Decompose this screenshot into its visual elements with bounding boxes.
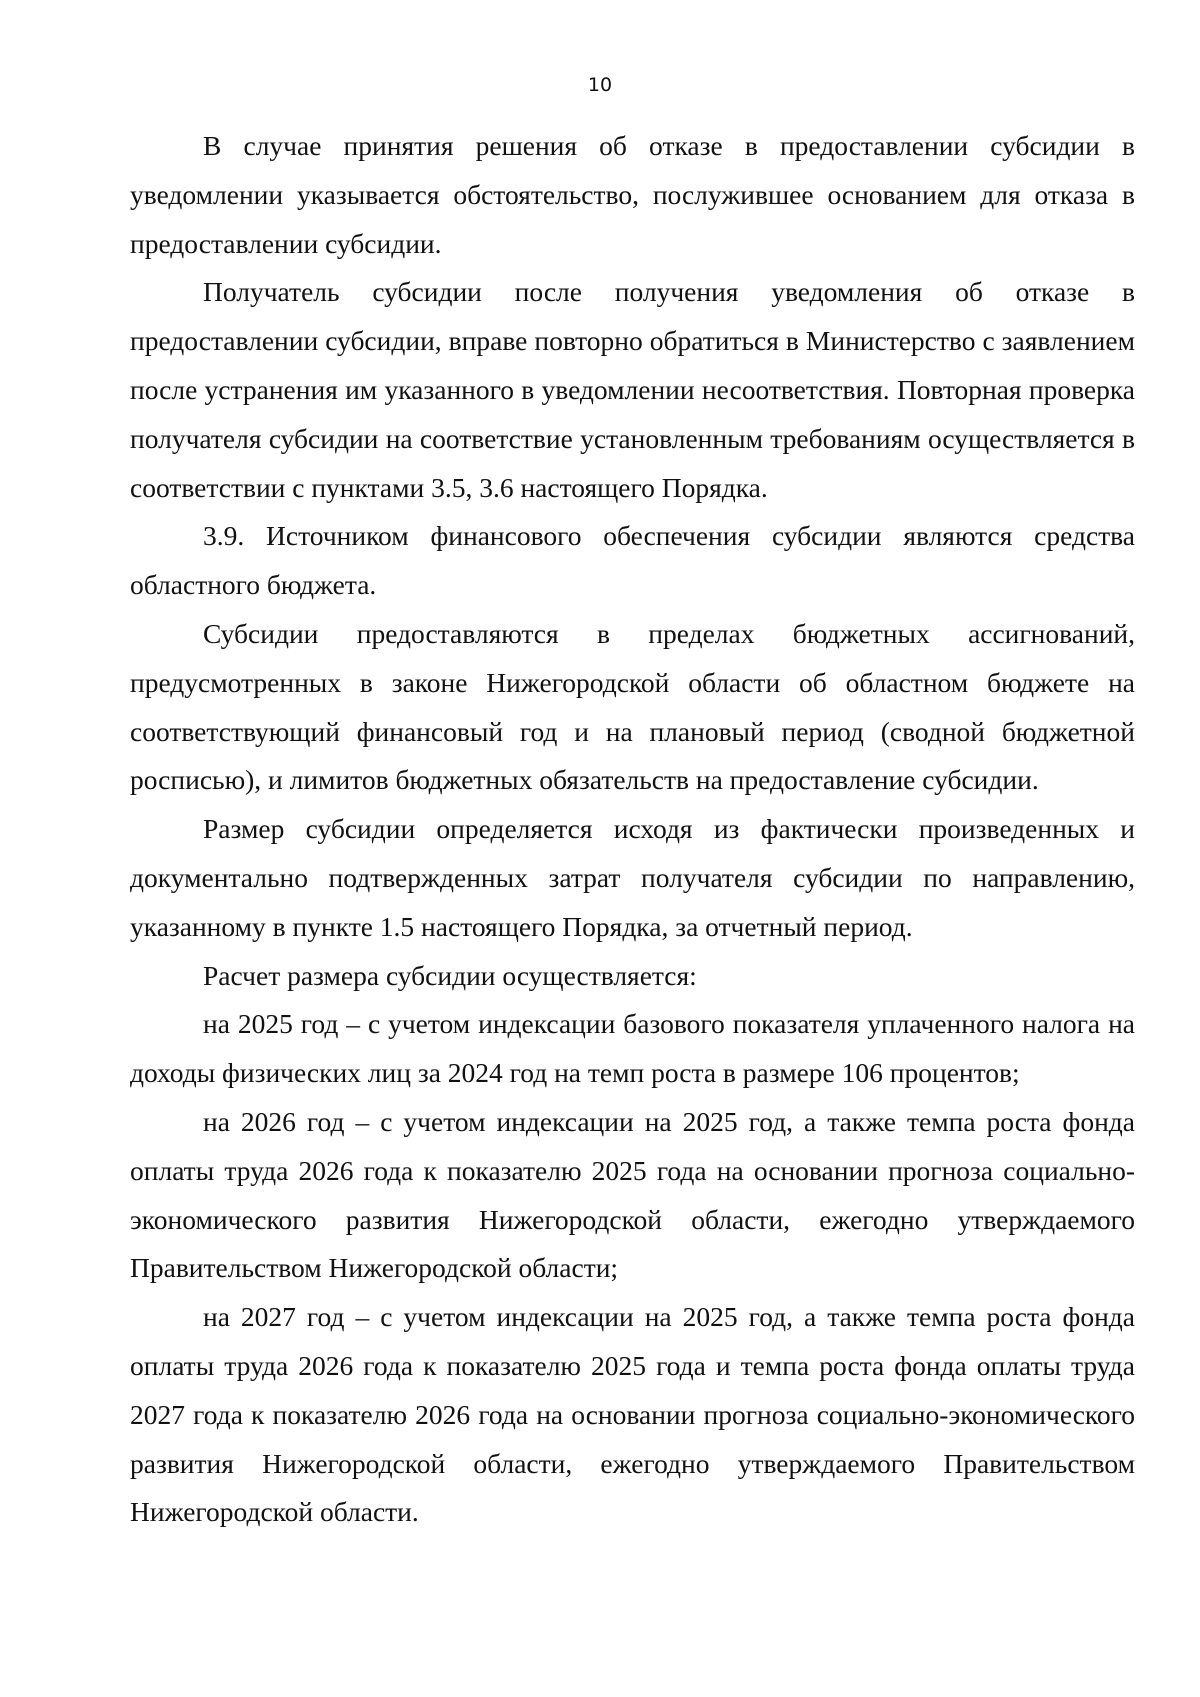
paragraph-reapplication: Получатель субсидии после получения уведомления об отказе в предоставлении субсидии, вправе повторно обратиться в Министерство с заявлением после устранения им указанного в уведомлении несоответствия. Повторная проверка получателя субсидии на соответствие установленным требованиям осуществляется в соответствии с пунктами 3.5, 3.6 настоящего Порядка. — [130, 276, 1135, 503]
paragraph-section-3-9: 3.9. Источником финансового обеспечения субсидии являются средства областного бюджета. — [130, 520, 1135, 601]
paragraph-subsidy-size: Размер субсидии определяется исходя из фактически произведенных и документально подтвержденных затрат получателя субсидии по направлению, указанному в пункте 1.5 настоящего Порядка, за отчетный период. — [130, 813, 1135, 942]
paragraph-year-2026: на 2026 год – с учетом индексации на 2025 год, а также темпа роста фонда оплаты труда 2026 года к показателю 2025 года на основании прогноза социально-экономического развития Нижегородской области, ежегодно утверждаемого Правительством Нижегородской области; — [130, 1105, 1135, 1284]
paragraph-year-2027: на 2027 год – с учетом индексации на 2025 год, а также темпа роста фонда оплаты труда 2026 года к показателю 2025 года и темпа роста фонда оплаты труда 2027 года к показателю 2026 года на основании прогноза социально-экономического развития Нижегородской области, ежегодно утверждаемого Правительством Нижегородской области. — [130, 1301, 1135, 1528]
paragraph-calculation-intro: Расчет размера субсидии осуществляется: — [203, 959, 697, 991]
page-number: 10 — [587, 74, 613, 96]
paragraph-year-2025: на 2025 год – с учетом индексации базового показателя уплаченного налога на доходы физических лиц за 2024 год на темп роста в размере 106 процентов; — [130, 1008, 1135, 1089]
paragraph-refusal-notice: В случае принятия решения об отказе в предоставлении субсидии в уведомлении указывается обстоятельство, послужившее основанием для отказа в предоставлении субсидии. — [130, 130, 1135, 259]
paragraph-budget-limits: Субсидии предоставляются в пределах бюджетных ассигнований, предусмотренных в законе Нижегородской области об областном бюджете на соответствующий финансовый год и на плановый период (сводной бюджетной росписью), и лимитов бюджетных обязательств на предоставление субсидии. — [130, 617, 1135, 796]
document-body — [130, 122, 1135, 1537]
